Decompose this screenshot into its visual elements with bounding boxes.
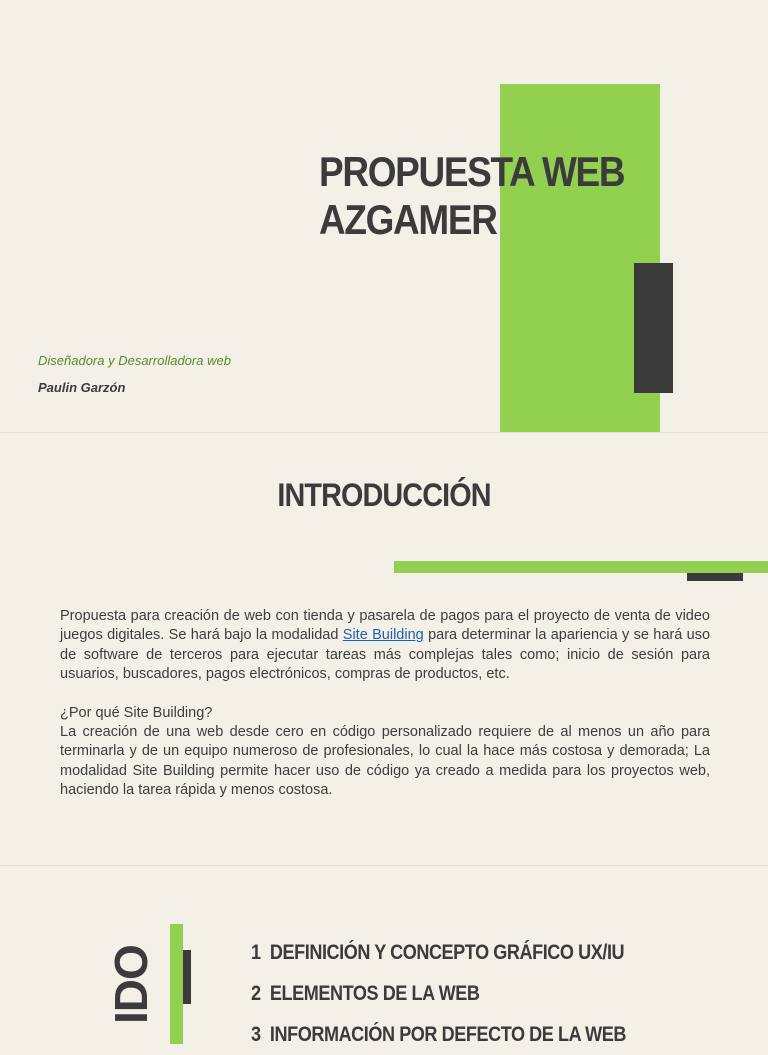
dark-accent-line	[687, 573, 743, 581]
introduction-slide	[0, 433, 768, 865]
title-slide	[0, 0, 768, 432]
title-line-1: PROPUESTA WEB	[319, 148, 625, 195]
answer-paragraph: La creación de una web desde cero en código personalizado requiere de al menos un año para terminarla y de un equipo numeroso de profesionales, lo cual la hace más costosa y demorada; La modalidad Site Building permite hacer uso de código ya creado a medida para los proyectos web, haciendo la tarea rápida y menos costosa.	[60, 724, 710, 799]
author-role: Diseñadora y Desarrolladora web	[38, 353, 231, 368]
green-vertical-bar	[170, 924, 183, 1044]
dark-accent-bar	[634, 263, 673, 393]
contents-item	[251, 1014, 681, 1055]
contents-item	[251, 932, 681, 973]
presentation-title	[319, 148, 636, 244]
item-label: ELEMENTOS DE LA WEB	[269, 982, 480, 1005]
item-number: 2	[251, 982, 261, 1005]
site-building-link[interactable]: Site Building	[342, 627, 424, 644]
title-line-2: AZGAMER	[319, 196, 497, 243]
item-label: INFORMACIÓN POR DEFECTO DE LA WEB	[269, 1023, 626, 1046]
rotated-title-clip	[100, 946, 160, 1026]
question-heading: ¿Por qué Site Building?	[60, 704, 213, 721]
dark-vertical-bar	[183, 950, 191, 1004]
intro-text-start: Propuesta para creación de web con tienda y pasarela de pagos para el proyecto de venta de video juegos digitales. Se hará bajo la modalidad	[60, 608, 710, 644]
item-number: 3	[251, 1023, 261, 1046]
author-name: Paulin Garzón	[38, 380, 126, 395]
contents-item	[251, 973, 681, 1014]
item-label: DEFINICIÓN Y CONCEPTO GRÁFICO UX/IU	[269, 941, 625, 964]
green-accent-line	[394, 561, 768, 573]
slide-heading: INTRODUCCIÓN	[277, 477, 491, 513]
contents-slide	[0, 866, 768, 1046]
contents-list	[251, 932, 751, 1055]
intro-body	[60, 607, 710, 801]
item-number: 1	[251, 941, 261, 964]
rotated-title: IDO	[105, 945, 157, 1024]
intro-paragraph	[60, 607, 710, 685]
intro-text-end: para determinar la apariencia y se hará uso de software de terceros para ejecutar tareas más complejas tales como; inicio de sesión para usuarios, buscadores, pagos electrónicos, compras de productos, etc.	[60, 627, 711, 683]
